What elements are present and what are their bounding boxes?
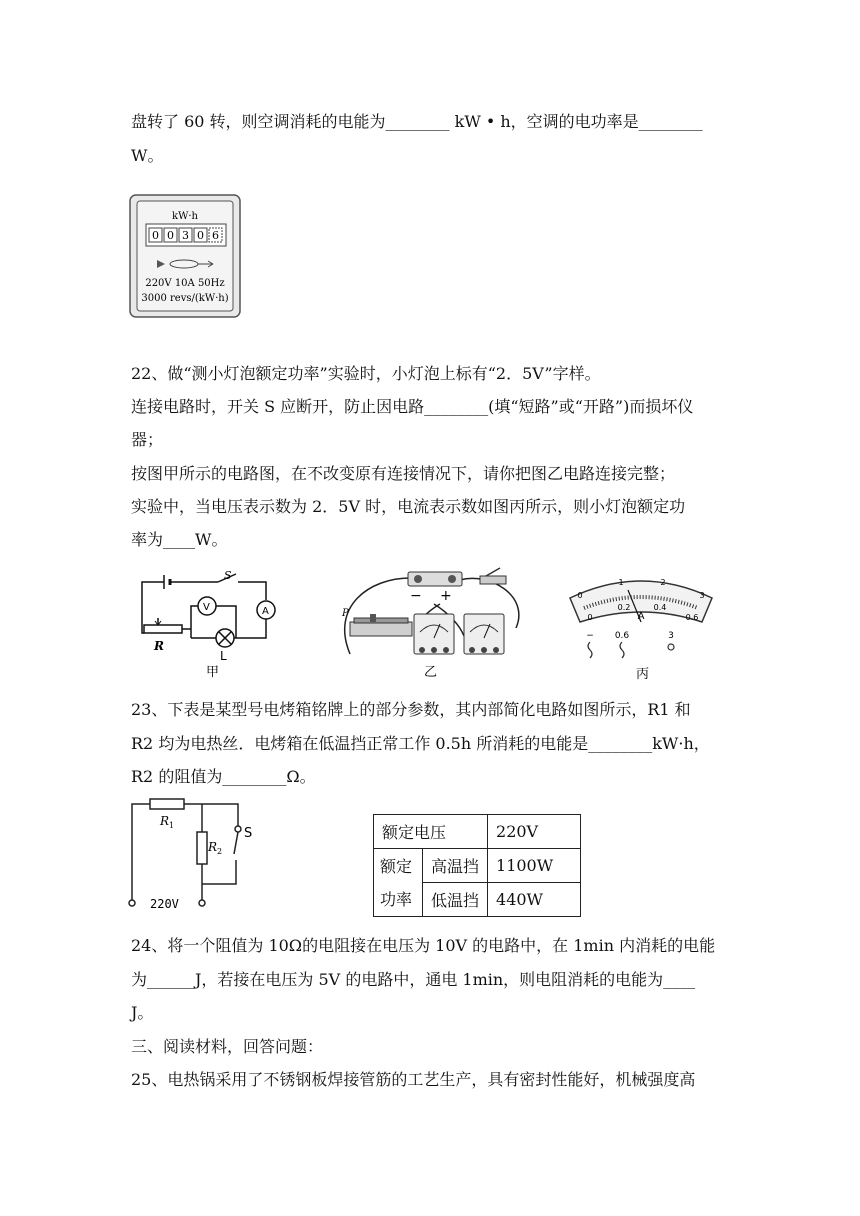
electric-meter-figure — [129, 194, 241, 318]
q22-line5: 实验中，当电压表示数为 2．5V 时，电流表示数如图丙所示，则小灯泡额定功 — [131, 497, 686, 516]
r2-label: R — [208, 840, 218, 854]
ammeter-bottom-tick: 0.4 — [653, 603, 667, 612]
section-heading: 三、阅读材料，回答问题： — [131, 1037, 324, 1056]
ammeter-top-tick: 0 — [577, 591, 583, 600]
ammeter-unit: A — [637, 611, 645, 622]
q22-line1: 22、做“测小灯泡额定功率”实验时，小灯泡上标有“2．5V”字样。 — [131, 364, 601, 383]
rated-voltage-label: 额定电压 — [374, 815, 488, 849]
meter-constant: 3000 revs/(kW·h) — [141, 293, 229, 304]
voltmeter-symbol: V — [203, 602, 210, 613]
ammeter-symbol: A — [262, 606, 269, 617]
low-setting-label: 低温挡 — [423, 883, 488, 917]
meter-digit: 0 — [152, 229, 159, 242]
high-setting-value: 1100W — [488, 849, 581, 883]
r2-subscript: 2 — [217, 847, 223, 856]
q23-line1: 23、下表是某型号电烤箱铭牌上的部分参数，其内部简化电路如图所示，R1 和 — [131, 700, 691, 719]
r1-label: R — [160, 814, 170, 828]
switch-label: S — [224, 570, 232, 582]
svg-text:+: + — [440, 588, 452, 604]
table-row — [374, 849, 581, 883]
circuit-diagram-jia — [136, 570, 286, 680]
r1-subscript: 1 — [169, 821, 175, 830]
terminal-label: 3 — [668, 631, 674, 641]
figure-label-yi: 乙 — [424, 665, 438, 680]
rated-power-label-bottom: 功率 — [380, 889, 413, 909]
meter-unit: kW·h — [172, 211, 198, 222]
q24-line1: 24、将一个阻值为 10Ω的电阻接在电压为 10V 的电路中，在 1min 内消耗的电能 — [131, 936, 716, 955]
q24-line2: 为______J，若接在电压为 5V 的电路中，通电 1min，则电阻消耗的电能为____ — [131, 970, 696, 989]
q25-line1: 25、电热锅采用了不锈钢板焊接管筋的工艺生产，具有密封性能好，机械强度高 — [131, 1070, 696, 1089]
rheostat-label: R — [154, 639, 164, 653]
ammeter-reading-bing — [566, 572, 716, 682]
supply-voltage-label: 220V — [150, 897, 179, 911]
high-setting-label: 高温挡 — [423, 849, 488, 883]
q22-line3: 器； — [131, 430, 164, 449]
q22-line6: 率为____W。 — [131, 530, 228, 549]
q21-line2: W。 — [131, 146, 164, 165]
ammeter-top-tick: 3 — [699, 591, 705, 600]
rated-power-label — [374, 849, 423, 917]
figure-label-bing: 丙 — [636, 667, 650, 682]
switch-label: S — [244, 826, 253, 841]
rated-voltage-value: 220V — [488, 815, 581, 849]
figure-label-jia: 甲 — [206, 665, 220, 680]
ammeter-bottom-tick: 0.2 — [617, 603, 631, 612]
ammeter-top-tick: 1 — [618, 578, 624, 587]
meter-digit: 6 — [212, 229, 219, 242]
meter-rating: 220V 10A 50Hz — [145, 278, 225, 289]
oven-circuit-diagram — [124, 796, 274, 914]
q22-line2: 连接电路时，开关 S 应断开，防止因电路________(填“短路”或“开路”)而损坏仪 — [131, 397, 694, 416]
slider-label: P — [342, 608, 349, 619]
meter-digit: 0 — [197, 229, 204, 242]
table-row — [374, 815, 581, 849]
ammeter-bottom-tick: 0.6 — [685, 613, 699, 622]
q24-line3: J。 — [131, 1003, 154, 1022]
svg-text:−: − — [410, 588, 422, 604]
oven-nameplate-table — [373, 814, 581, 917]
q23-line3: R2 的阻值为________Ω。 — [131, 767, 316, 786]
meter-digit: 3 — [182, 229, 189, 242]
meter-digit: 0 — [167, 229, 174, 242]
ammeter-bottom-tick: 0 — [587, 613, 593, 622]
physical-circuit-yi — [340, 566, 530, 682]
rated-power-label-top: 额定 — [380, 856, 413, 876]
q21-line1: 盘转了 60 转，则空调消耗的电能为________ kW • h，空调的电功率是________ — [131, 112, 703, 131]
q22-line4: 按图甲所示的电路图，在不改变原有连接情况下，请你把图乙电路连接完整； — [131, 464, 676, 483]
terminal-label: − — [586, 631, 594, 641]
lamp-label: L — [220, 649, 227, 663]
terminal-label: 0.6 — [614, 631, 630, 641]
q23-line2: R2 均为电热丝．电烤箱在低温挡正常工作 0.5h 所消耗的电能是________kW·h， — [131, 734, 710, 753]
low-setting-value: 440W — [488, 883, 581, 917]
ammeter-top-tick: 2 — [660, 578, 666, 587]
